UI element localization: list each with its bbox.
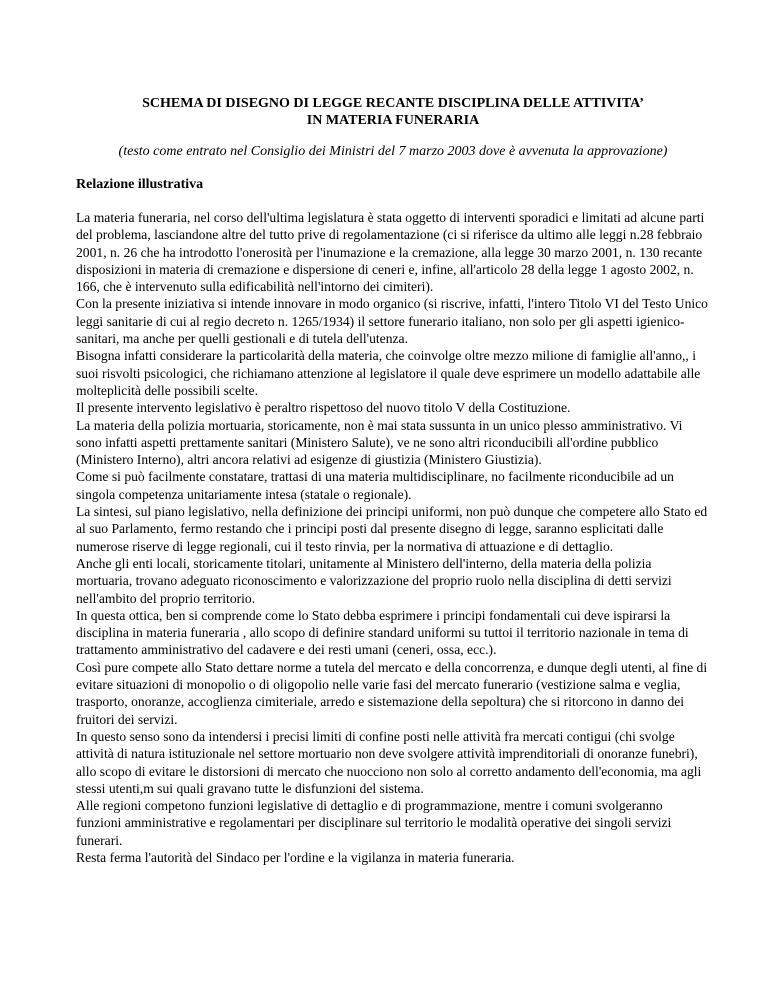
paragraph: In questo senso sono da intendersi i precisi limiti di confine posti nelle attività fra mercati contigui (chi svolge attività di natura istituzionale nel settore mortuario non deve svolgere attività imprenditoriali di onoranze funebri), allo scopo di evitare le distorsioni di mercato che nuocciono non solo al corretto andamento dell'economia, ma agli stessi utenti,m sui quali gravano tutte le disfunzioni del sistema. [76,728,702,796]
paragraph: Resta ferma l'autorità del Sindaco per l'ordine e la vigilanza in materia funeraria. [76,849,515,865]
paragraph: La materia funeraria, nel corso dell'ultima legislatura è stata oggetto di interventi sporadici e limitati ad alcune parti del problema, lasciandone altre del tutto prive di regolamentazione (ci si riferisce da ultimo alle leggi n.28 febbraio 2001, n. 26 che ha introdotto l'onerosità per l'inumazione e la cremazione, alla legge 30 marzo 2001, n. 130 recante disposizioni in materia di cremazione e dispersione di ceneri e, infine, all'articolo 28 della legge 1 agosto 2002, n. 166, che è intervenuto sulla edificabilità nell'intorno dei cimiteri). [76,210,705,295]
paragraph: Anche gli enti locali, storicamente titolari, unitamente al Ministero dell'interno, della materia della polizia mortuaria, trovano adeguato riconoscimento e valorizzazione del proprio ruolo nella disciplina di detti servizi nell'ambito del proprio territorio. [76,555,672,606]
paragraph: Con la presente iniziativa si intende innovare in modo organico (si riscrive, infatti, l'intero Titolo VI del Testo Unico leggi sanitarie di cui al regio decreto n. 1265/1934) il settore funerario italiano, non solo per gli aspetti igienico-sanitari, ma anche per quelli gestionali e di tutela dell'utenza. [76,296,708,347]
document-title [76,95,710,129]
paragraph: La sintesi, sul piano legislativo, nella definizione dei principi uniformi, non può dunque che competere allo Stato ed al suo Parlamento, fermo restando che i principi posti dal presente disegno di legge, saranno esplicitati dalle numerose riserve di legge regionali, cui il testo rinvia, per la normativa di attuazione e di dettaglio. [76,504,708,554]
paragraph: Alle regioni competono funzioni legislative di dettaglio e di programmazione, mentre i comuni svolgeranno funzioni amministrative e regolamentari per disciplinare sul territorio le modalità operative dei singoli servizi funerari. [76,798,672,848]
paragraph: Così pure compete allo Stato dettare norme a tutela del mercato e della concorrenza, e dunque degli utenti, al fine di evitare situazioni di monopolio o di oligopolio nelle varie fasi del mercato funerario (vestizione salma e veglia, trasporto, onoranze, accoglienza cimiteriale, arredo e sistemazione della sepoltura) che si ritorcono in danno dei fruitori dei servizi. [76,659,708,727]
paragraph: In questa ottica, ben si comprende come lo Stato debba esprimere i principi fondamentali cui deve ispirarsi la disciplina in materia funeraria , allo scopo di definire standard uniformi su tuttoi il territorio nazionale in tema di trattamento amministrativo del cadavere e dei resti umani (ceneri, ossa, ecc.). [76,607,689,658]
paragraph: Come si può facilmente constatare, trattasi di una materia multidisciplinare, no facilmente riconducibile ad un singola competenza unitariamente intesa (statale o regionale). [76,469,674,502]
paragraph: La materia della polizia mortuaria, storicamente, non è mai stata sussunta in un unico plesso amministrativo. Vi sono infatti aspetti prettamente sanitari (Ministero Salute), ve ne sono altri riconducibili all'ordine pubblico (Ministero Interno), altri ancora relativi ad esigenze di giustizia (Ministero Giustizia). [76,417,683,468]
title-line-1: SCHEMA DI DISEGNO DI LEGGE RECANTE DISCIPLINA DELLE ATTIVITA’ [142,96,644,111]
document-subtitle: (testo come entrato nel Consiglio dei Ministri del 7 marzo 2003 dove è avvenuta la approvazione) [118,144,668,159]
paragraph: Il presente intervento legislativo è peraltro rispettoso del nuovo titolo V della Costituzione. [76,400,571,416]
document-body [76,209,710,866]
section-heading: Relazione illustrativa [76,177,204,192]
title-line-2: IN MATERIA FUNERARIA [306,113,480,128]
document-page [76,95,710,866]
paragraph: Bisogna infatti considerare la particolarità della materia, che coinvolge oltre mezzo milione di famiglie all'anno,, i suoi risvolti psicologici, che richiamano attenzione al legislatore il quale deve esprimere un modello adattabile alle molteplicità delle possibili scelte. [76,348,701,398]
